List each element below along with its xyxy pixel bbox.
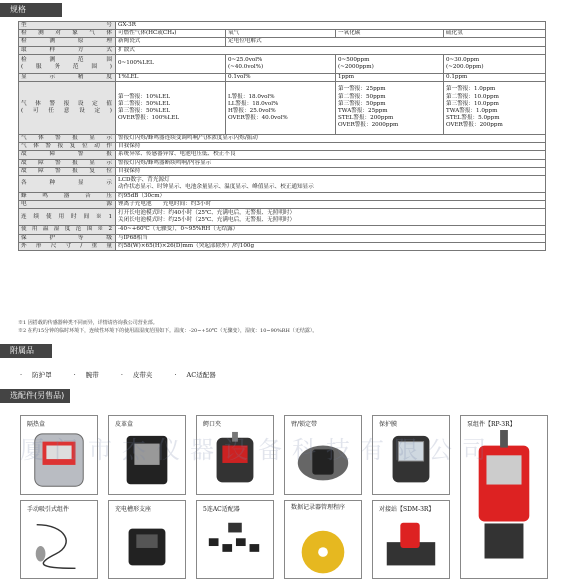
value-protection: 与IP68相当 <box>116 234 546 242</box>
value-runtime: 打开长电池模式时：约40小时（25℃、充满电后，无警报、无照明时） 关闭长电池模式时：约25小时（25℃、充满电后，无警报、无照明时） <box>116 209 546 226</box>
pump-unit-image <box>467 430 541 572</box>
value-buzzer: 约95dB（30cm） <box>116 193 546 201</box>
leather-case-image <box>115 430 179 490</box>
label-resolution: 显示精度 <box>19 73 116 81</box>
option-arm-band[interactable]: 臂/锁定带 <box>284 415 362 495</box>
label-protection: 保护等级 <box>19 234 116 242</box>
arm-band-image <box>291 430 355 490</box>
label-target-gas: 检测对象气体 <box>19 30 116 38</box>
alarm-oxygen: L警报：18.0vol% LL警报：18.0vol% H警报：25.0vol% OVER警报：40.0vol% <box>226 82 336 135</box>
alligator-clip-image <box>203 430 267 490</box>
manual-aspirator-image <box>27 515 91 574</box>
docking-station-image <box>379 515 443 574</box>
value-temp: -40~+60℃（无骤变），0~95%RH（无结露） <box>116 226 546 234</box>
insulation-case-image <box>27 430 91 490</box>
charging-stand-image <box>115 515 179 574</box>
cd-image <box>291 523 355 582</box>
resolution-combustible: 1%LEL <box>116 73 226 81</box>
spec-table <box>18 21 546 251</box>
accessory-item: · 皮带夹 <box>120 371 153 379</box>
option-insulation-case[interactable]: 隔热盒 <box>20 415 98 495</box>
watermark: 厦门市杰仪器设备科技有限公司 <box>20 436 496 464</box>
label-temp: 使用温湿度范围※2 <box>19 226 116 234</box>
accessory-item: · 防护罩 <box>20 371 52 379</box>
principle-ceramic: 新陶瓷式 <box>116 38 226 46</box>
option-leather-case[interactable]: 皮革盒 <box>108 415 186 495</box>
label-alarm-reset: 气体警报复位动作 <box>19 143 116 151</box>
label-range: 检测范围 (服务范围) <box>19 54 116 73</box>
value-power: 锂离子充电池 充电时间：约3小时 <box>116 201 546 209</box>
option-manual-aspirator[interactable]: 手动吸引式组件 <box>20 500 98 579</box>
accessory-item: · AC适配器 <box>174 371 216 379</box>
value-model: GX-3R <box>116 22 546 30</box>
spec-section-header: 规格 <box>0 3 62 17</box>
option-charging-stand[interactable]: 充电槽形支座 <box>108 500 186 579</box>
option-5-unit-ac-adapter[interactable]: 5连AC适配器 <box>196 500 274 579</box>
option-docking-station[interactable]: 对接站【SDM-3R】 <box>372 500 450 579</box>
label-displays: 各种显示 <box>19 176 116 193</box>
note-1: ※1 因搭载的传感器种类不同而异，详情请咨询我公司营业部。 <box>18 320 158 326</box>
options-section-header: 选配件(另售品) <box>0 389 70 403</box>
label-alarm-setpoints: 气体警报设定值 (可任意设定) <box>19 82 116 135</box>
principle-electrochemical: 定电位电解式 <box>226 38 546 46</box>
label-sampling: 取样方式 <box>19 46 116 54</box>
label-runtime: 连续使用时间※1 <box>19 209 116 226</box>
label-size: 外形尺寸/重量 <box>19 242 116 250</box>
resolution-co: 1ppm <box>336 73 444 81</box>
alarm-h2s: 第一警报：1.0ppm 第二警报：10.0ppm 第三警报：10.0ppm TWA警报：1.0ppm STEL警报：5.0ppm OVER警报：200ppm <box>444 82 546 135</box>
label-fault-reset: 故障警报复位 <box>19 167 116 175</box>
value-fault-display: 警报灯闪烁/蜂鸣器断续鸣响/内容显示 <box>116 159 546 167</box>
option-protective-film[interactable]: 保护膜 <box>372 415 450 495</box>
alarm-combustible: 第一警报：10%LEL 第二警报：50%LEL 第三警报：50%LEL OVER警报：100%LEL <box>116 82 226 135</box>
label-power: 电源 <box>19 201 116 209</box>
protective-film-image <box>379 430 443 490</box>
label-fault-display: 故障警报显示 <box>19 159 116 167</box>
range-h2s: 0~30.0ppm (~200.0ppm) <box>444 54 546 73</box>
target-gas-oxygen: 氧气 <box>226 30 336 38</box>
value-alarm-reset: 自我保持 <box>116 143 546 151</box>
range-co: 0~500ppm (~2000ppm) <box>336 54 444 73</box>
accessories-section-header: 附属品 <box>0 344 52 358</box>
value-displays: LCD数字、背光源灯 动作状态显示、时钟显示、电池余量显示、温度显示、峰值显示、校正通知显示 <box>116 176 546 193</box>
value-fault-reset: 自我保持 <box>116 167 546 175</box>
target-gas-combustible: 可燃性气体(HC或CH₄) <box>116 30 226 38</box>
value-fault: 系统异常、传感器异常、电池电压低、校正不良 <box>116 151 546 159</box>
accessory-item: · 腕带 <box>73 371 99 379</box>
note-2: ※2 在约15分钟的临时环境下，连续性环境下的使用温湿度范围如下。温度：-20~+50℃（无骤变），湿度：10~90%RH（无结露）。 <box>18 327 318 334</box>
option-alligator-clip[interactable]: 鳄口夹 <box>196 415 274 495</box>
target-gas-h2s: 硫化氢 <box>444 30 546 38</box>
target-gas-co: 一氧化碳 <box>336 30 444 38</box>
value-sampling: 扩散式 <box>116 46 546 54</box>
range-oxygen: 0~25.0vol% (~40.0vol%) <box>226 54 336 73</box>
option-pump-unit[interactable]: 泵组件【RP-3R】 <box>460 415 548 579</box>
label-principle: 检测原理 <box>19 38 116 46</box>
label-model: 型号 <box>19 22 116 30</box>
alarm-co: 第一警报：25ppm 第二警报：50ppm 第三警报：50ppm TWA警报：25ppm STEL警报：200ppm OVER警报：2000ppm <box>336 82 444 135</box>
option-data-logger-software[interactable]: 数据记录器管理程序 <box>284 500 362 579</box>
accessories-list <box>20 370 236 379</box>
range-combustible: 0~100%LEL <box>116 54 226 73</box>
label-fault: 故障警报 <box>19 151 116 159</box>
ac-adapter-image <box>203 515 267 574</box>
spec-notes <box>18 320 317 335</box>
label-buzzer: 蜂鸣器音压 <box>19 193 116 201</box>
value-alarm-display: 警报灯闪烁/蜂鸣器连续变调鸣响/气体浓度显示闪烁/振动 <box>116 135 546 143</box>
resolution-oxygen: 0.1vol% <box>226 73 336 81</box>
resolution-h2s: 0.1ppm <box>444 73 546 81</box>
value-size: 约58(W)×65(H)×26(D)mm（突起部除外）/约100g <box>116 242 546 250</box>
label-alarm-display: 气体警报显示 <box>19 135 116 143</box>
